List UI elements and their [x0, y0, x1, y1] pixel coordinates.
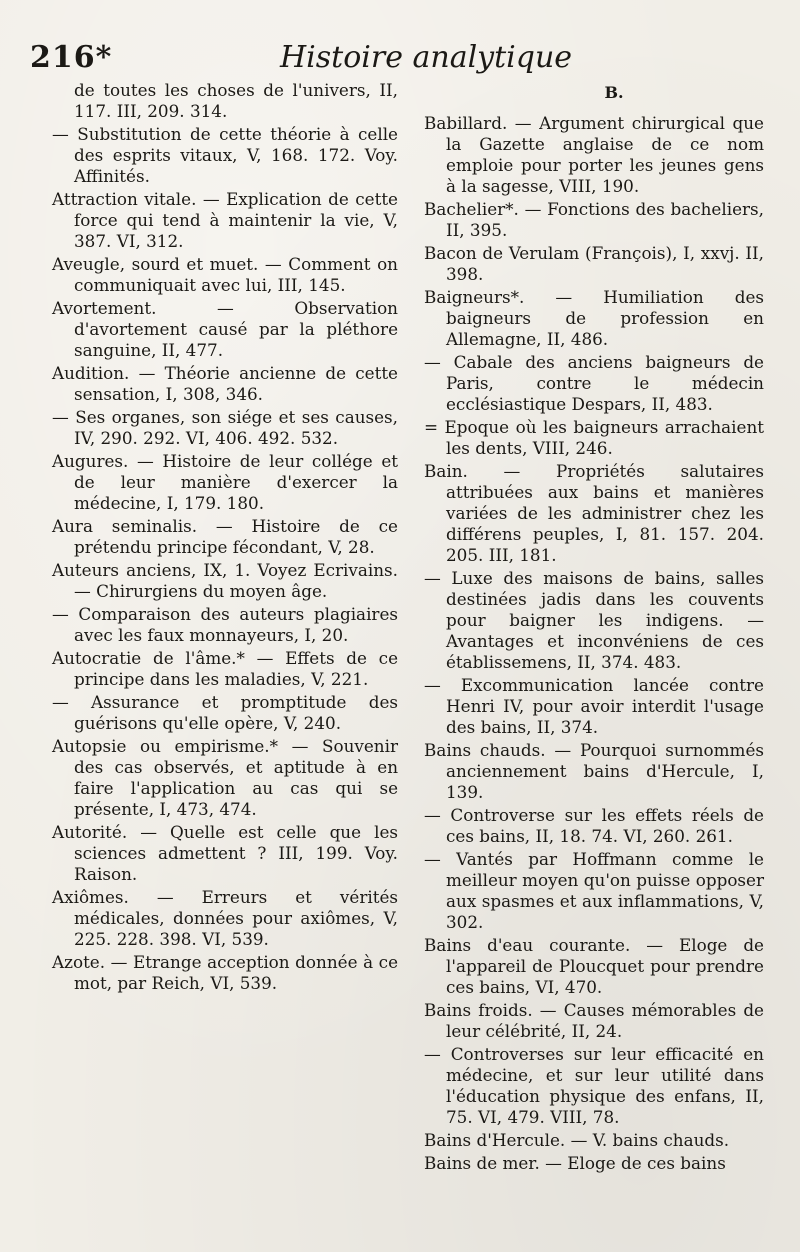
index-entry: — Vantés par Hoffmann comme le meilleur moyen qu'on puisse opposer aux spasmes et aux inflammations, V, 302.	[424, 849, 764, 932]
index-entry: de toutes les choses de l'univers, II, 117. III, 209. 314.	[74, 80, 398, 121]
index-entry: Attraction vitale. — Explication de cette force qui tend à maintenir la vie, V, 387. VI, 312.	[52, 189, 398, 251]
right-column	[424, 80, 764, 1176]
index-entry: = Epoque où les baigneurs arrachaient les dents, VIII, 246.	[424, 417, 764, 458]
index-entry: Axiômes. — Erreurs et vérités médicales, données pour axiômes, V, 225. 228. 398. VI, 539.	[52, 887, 398, 949]
index-entry: — Excommunication lancée contre Henri IV, pour avoir interdit l'usage des bains, II, 374.	[424, 675, 764, 737]
index-entry: Baigneurs*. — Humiliation des baigneurs de profession en Allemagne, II, 486.	[424, 287, 764, 349]
page-number: 216*	[30, 40, 113, 75]
index-entry: Bacon de Verulam (François), I, xxvj. II, 398.	[424, 243, 764, 284]
index-entry: Bains chauds. — Pourquoi surnommés anciennement bains d'Hercule, I, 139.	[424, 740, 764, 802]
index-entry: Bains d'Hercule. — V. bains chauds.	[424, 1130, 730, 1150]
page-header	[30, 40, 770, 82]
index-entry: Autocratie de l'âme.* — Effets de ce principe dans les maladies, V, 221.	[52, 648, 398, 689]
index-entry: — Assurance et promptitude des guérisons qu'elle opère, V, 240.	[52, 692, 398, 733]
index-entry: — Cabale des anciens baigneurs de Paris, contre le médecin ecclésiastique Despars, II, 483.	[424, 352, 764, 414]
index-entry: — Substitution de cette théorie à celle des esprits vitaux, V, 168. 172. Voy. Affinités.	[52, 124, 398, 186]
index-entry: Bain. — Propriétés salutaires attribuées aux bains et manières variées de les administrer chez les différens peuples, I, 81. 157. 204. 205. III, 181.	[424, 461, 764, 565]
index-entry: Bains d'eau courante. — Eloge de l'appareil de Ploucquet pour prendre ces bains, VI, 470.	[424, 935, 764, 997]
section-letter: B.	[604, 83, 624, 102]
index-entry: Bachelier*. — Fonctions des bacheliers, II, 395.	[424, 199, 764, 240]
index-entry: Azote. — Etrange acception donnée à ce mot, par Reich, VI, 539.	[52, 952, 398, 993]
index-entry: — Controverse sur les effets réels de ces bains, II, 18. 74. VI, 260. 261.	[424, 805, 764, 846]
index-entry: — Luxe des maisons de bains, salles destinées jadis dans les couvents pour baigner les indigens. — Avantages et inconvéniens de ces établissemens, II, 374. 483.	[424, 568, 764, 672]
index-entry: Babillard. — Argument chirurgical que la Gazette anglaise de ce nom emploie pour porter les jeunes gens à la sagesse, VIII, 190.	[424, 113, 764, 196]
running-title: Histoire analytique	[280, 40, 573, 75]
index-entry: Aveugle, sourd et muet. — Comment on communiquait avec lui, III, 145.	[52, 254, 398, 295]
index-entry: Audition. — Théorie ancienne de cette sensation, I, 308, 346.	[52, 363, 398, 404]
index-entry: Avortement. — Observation d'avortement causé par la pléthore sanguine, II, 477.	[52, 298, 398, 360]
index-entry: — Comparaison des auteurs plagiaires avec les faux monnayeurs, I, 20.	[52, 604, 398, 645]
left-column	[52, 80, 398, 996]
index-entry: — Controverses sur leur efficacité en médecine, et sur leur utilité dans l'éducation physique des enfans, II, 75. VI, 479. VIII, 78.	[424, 1044, 764, 1127]
index-entry: Bains de mer. — Eloge de ces bains	[424, 1153, 726, 1173]
index-entry: Autorité. — Quelle est celle que les sciences admettent ? III, 199. Voy. Raison.	[52, 822, 398, 884]
index-entry: Bains froids. — Causes mémorables de leur célébrité, II, 24.	[424, 1000, 764, 1041]
index-entry: — Ses organes, son siége et ses causes, IV, 290. 292. VI, 406. 492. 532.	[52, 407, 398, 448]
index-entry: Autopsie ou empirisme.* — Souvenir des cas observés, et aptitude à en faire l'application au cas qui se présente, I, 473, 474.	[52, 736, 398, 819]
index-entry: Aura seminalis. — Histoire de ce prétendu principe fécondant, V, 28.	[52, 516, 398, 557]
index-entry: Auteurs anciens, IX, 1. Voyez Ecrivains. — Chirurgiens du moyen âge.	[52, 560, 398, 601]
index-entry: Augures. — Histoire de leur collége et de leur manière d'exercer la médecine, I, 179. 180.	[52, 451, 398, 513]
